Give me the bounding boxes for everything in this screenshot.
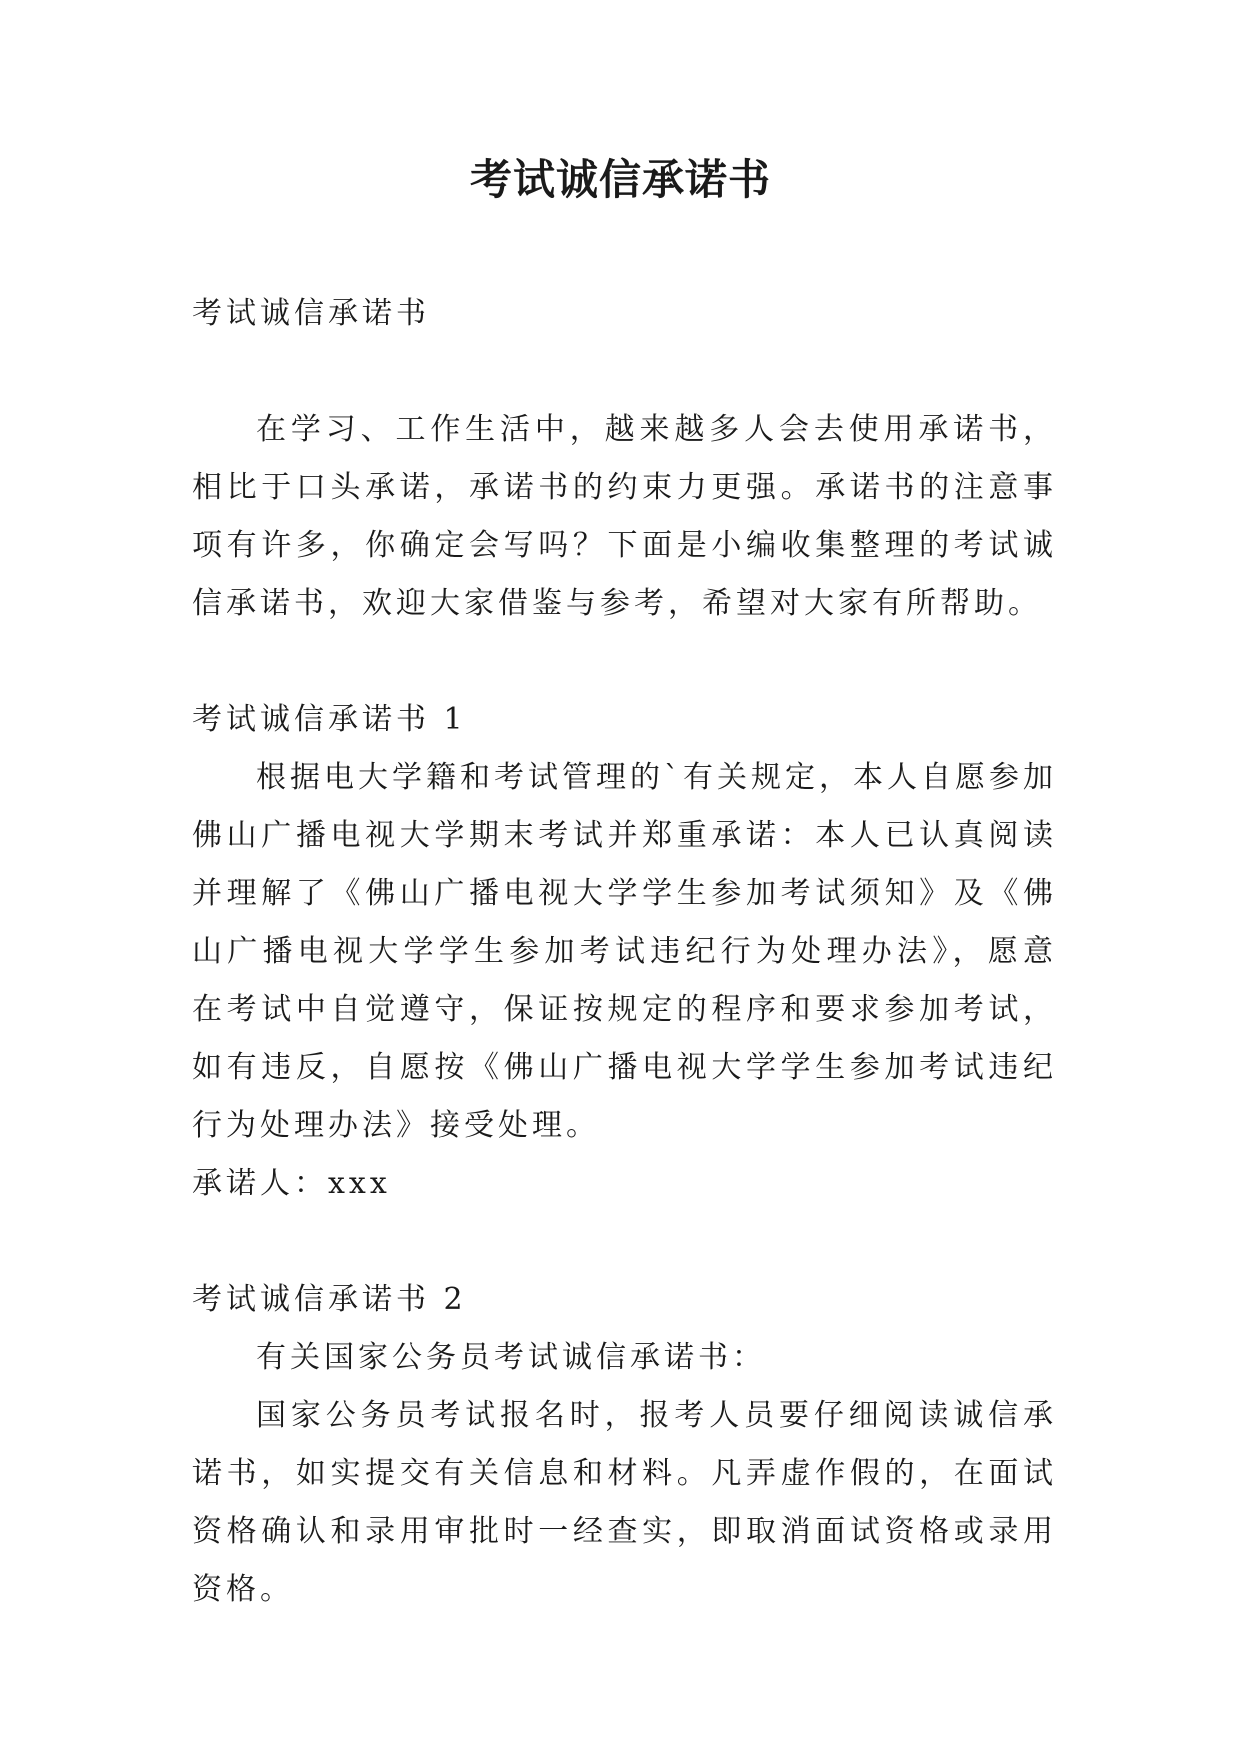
section-1-signature: 承诺人：xxx [192, 1166, 391, 1201]
section-2-heading: 考试诚信承诺书 2 [192, 1282, 467, 1317]
section-1-heading: 考试诚信承诺书 1 [192, 702, 467, 737]
page-title: 考试诚信承诺书 [469, 155, 771, 204]
section-1-body: 根据电大学籍和考试管理的`有关规定，本人自愿参加佛山广播电视大学期末考试并郑重承诺：本人已认真阅读并理解了《佛山广播电视大学学生参加考试须知》及《佛山广播电视大学学生参加考试违纪行为处理办法》，愿意在考试中自觉遵守，保证按规定的程序和要求参加考试，如有违反，自愿按《佛山广播电视大学学生参加考试违纪行为处理办法》接受处理。 [192, 760, 1057, 1143]
section-2-lead: 有关国家公务员考试诚信承诺书： [256, 1340, 766, 1375]
section-2-body: 国家公务员考试报名时，报考人员要仔细阅读诚信承诺书，如实提交有关信息和材料。凡弄虚作假的，在面试资格确认和录用审批时一经查实，即取消面试资格或录用资格。 [192, 1398, 1057, 1607]
document-subtitle: 考试诚信承诺书 [192, 296, 430, 331]
document-body [192, 285, 1057, 1619]
intro-paragraph: 在学习、工作生活中，越来越多人会去使用承诺书，相比于口头承诺，承诺书的约束力更强。承诺书的注意事项有许多，你确定会写吗？下面是小编收集整理的考试诚信承诺书，欢迎大家借鉴与参考，希望对大家有所帮助。 [192, 412, 1057, 621]
